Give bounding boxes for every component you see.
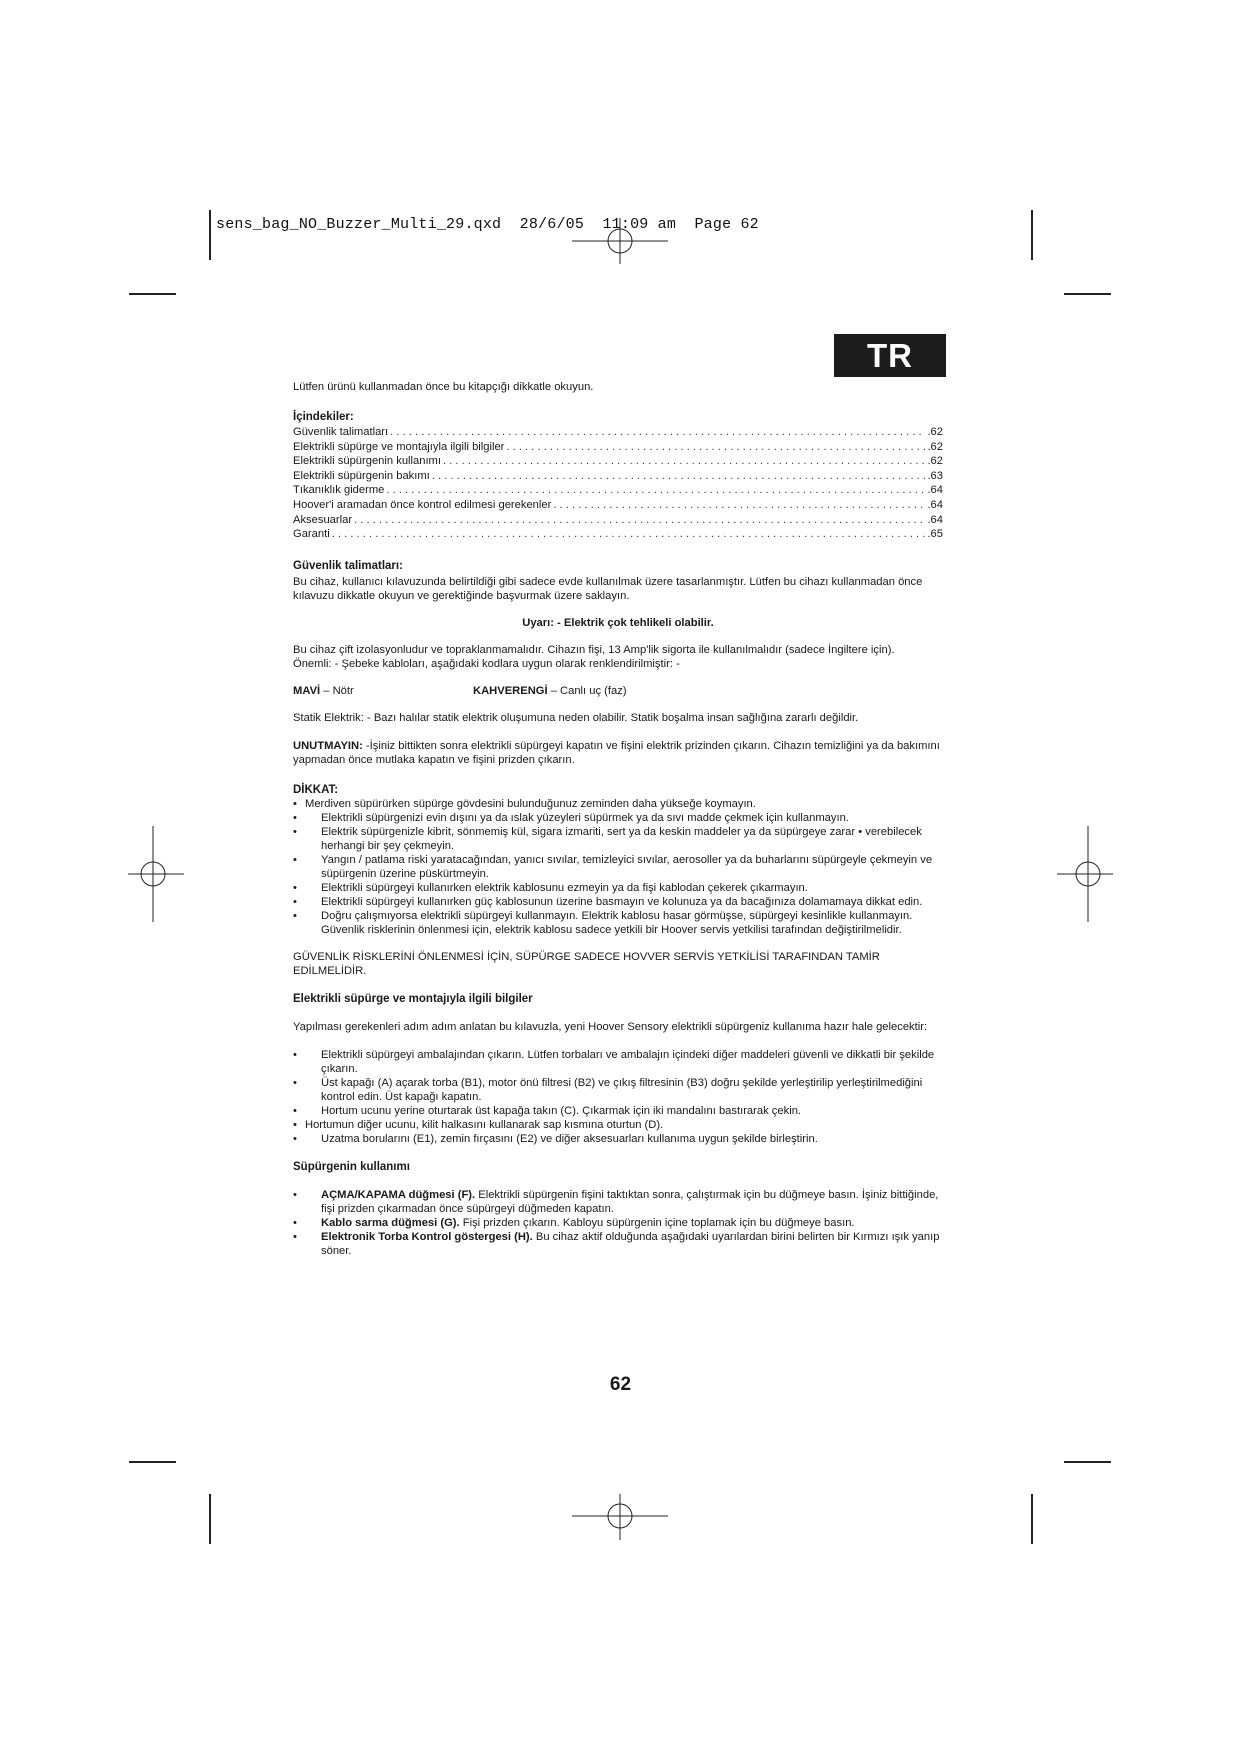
toc-entry-label: Tıkanıklık giderme (293, 484, 385, 497)
list-item (293, 1118, 943, 1132)
assembly-section (293, 992, 943, 1146)
assembly-title: Elektrikli süpürge ve montajıyla ilgili bilgiler (293, 992, 533, 1005)
bullet-glyph: • (293, 1230, 297, 1243)
bullet-glyph: • (293, 797, 297, 810)
registration-mark-left-icon (128, 826, 184, 922)
crop-mark-left-vertical-bottom (209, 1494, 211, 1544)
list-item-text: Yangın / patlama riski yaratacağından, yanıcı sıvılar, temizleyici sıvılar, aerosoller ya da buharlarını süpürgeyle çekmeyin ve süpürgenin üzerine püskürtmeyin. (321, 853, 933, 880)
toc-list (293, 425, 943, 542)
toc-entry-page: .62 (927, 426, 943, 438)
list-item-text: Elektrikli süpürgeyi ambalajından çıkarın. Lütfen torbaları ve ambalajın içindeki diğer maddeleri güvenli ve dikkatli bir şekilde çıkarın. (321, 1048, 935, 1075)
static-electricity-text: Statik Elektrik: - Bazı halılar statik elektrik oluşumuna neden olabilir. Statik boşalma insan sağlığına zararlı değildir. (293, 711, 859, 724)
assembly-list (293, 1048, 943, 1146)
list-item-text: Merdiven süpürürken süpürge gövdesini bulunduğunuz zeminden daha yükseğe koymayın. (305, 797, 756, 810)
wire-brown-label: KAHVERENGİ (473, 684, 548, 697)
list-item (293, 853, 943, 881)
crop-mark-right-vertical-bottom (1031, 1494, 1033, 1544)
crop-mark-right-vertical-top (1031, 210, 1033, 260)
crop-mark-left-horizontal-top (129, 293, 176, 295)
safety-section (293, 559, 943, 767)
toc-entry-label: Garanti (293, 528, 330, 541)
crop-mark-left-vertical-top (209, 210, 211, 260)
bullet-glyph: • (293, 881, 297, 894)
list-item-label: Kablo sarma düğmesi (G). (321, 1216, 460, 1229)
list-item-text: Bu cihaz aktif olduğunda aşağıdaki uyarılardan birini belirten bir Kırmızı ışık yanıp söner. (321, 1230, 940, 1257)
print-slug: sens_bag_NO_Buzzer_Multi_29.qxd 28/6/05 11:09 am Page 62 (216, 216, 759, 233)
toc-leader-dots (390, 425, 925, 439)
remember-text: -İşiniz bittikten sonra elektrikli süpürgeyi kapatın ve fişini elektrik prizinden çıkarın. Cihazın temizliğini ya da bakımını yapmadan önce mutlaka kapatın ve fişini prizden çıkarın. (293, 739, 940, 766)
toc-title: İçindekiler: (293, 411, 354, 423)
list-item-text: Elektrik süpürgenizle kibrit, sönmemiş kül, sigara izmariti, sert ya da keskin maddeler ya da süpürgeye zarar • verebilecek herhangi bir şey çekmeyin. (321, 825, 922, 852)
list-item (293, 797, 943, 811)
bullet-glyph: • (293, 1104, 297, 1117)
toc-leader-dots (432, 469, 926, 483)
list-item (293, 1076, 943, 1104)
registration-mark-bottom-icon (572, 1494, 668, 1550)
toc-entry-label: Hoover'i aramadan önce kontrol edilmesi gerekenler (293, 498, 552, 511)
toc-leader-dots (443, 454, 925, 468)
list-item-text: Elektrikli süpürgeyi kullanırken elektrik kablosunu ezmeyin ya da fişi kablodan çekerek çıkarmayın. (321, 881, 808, 894)
service-notice: GÜVENLİK RİSKLERİNİ ÖNLENMESİ İÇİN, SÜPÜRGE SADECE HOVVER SERVİS YETKİLİSİ TARAFINDAN TAMİR EDİLMELİDİR. (293, 950, 880, 977)
bullet-glyph: • (293, 811, 297, 824)
wire-blue-value: – Nötr (320, 684, 354, 697)
bullet-glyph: • (293, 1076, 297, 1089)
list-item (293, 1230, 943, 1258)
bullet-glyph: • (293, 1132, 297, 1145)
list-item (293, 825, 943, 853)
list-item-text: Uzatma borularını (E1), zemin fırçasını (E2) ve diğer aksesuarları kullanıma uygun şekilde birleştirin. (321, 1132, 818, 1145)
toc-entry (293, 469, 943, 484)
list-item-text: Hortumun diğer ucunu, kilit halkasını kullanarak sap kısmına oturtun (D). (305, 1118, 664, 1131)
list-item (293, 909, 943, 937)
remember-paragraph (293, 739, 943, 767)
toc-leader-dots (506, 440, 925, 454)
toc-entry-label: Elektrikli süpürge ve montajıyla ilgili bilgiler (293, 440, 505, 453)
list-item-text: Hortum ucunu yerine oturtarak üst kapağa takın (C). Çıkarmak için iki mandalını bastırarak çekin. (321, 1104, 802, 1117)
assembly-intro: Yapılması gerekenleri adım adım anlatan bu kılavuzla, yeni Hoover Sensory elektrikli süpürgeniz kullanıma hazır hale gelecektir: (293, 1020, 928, 1033)
list-item (293, 1048, 943, 1076)
toc-leader-dots (354, 513, 925, 527)
list-item-text: Elektrikli süpürgenizi evin dışını ya da ıslak yüzeyleri süpürmek ya da sıvı madde çekmek için kullanmayın. (321, 811, 849, 824)
crop-mark-left-horizontal-bottom (129, 1461, 176, 1463)
toc-entry-label: Güvenlik talimatları (293, 426, 389, 438)
page-number: 62 (609, 1374, 632, 1395)
toc-entry-page: .63 (927, 469, 943, 482)
wire-brown (473, 684, 627, 698)
intro-text: Lütfen ürünü kullanmadan önce bu kitapçığı dikkatle okuyun. (293, 381, 594, 393)
toc-leader-dots (386, 483, 925, 497)
bullet-glyph: • (293, 1048, 297, 1061)
caution-list (293, 797, 943, 937)
toc-entry-page: .64 (927, 484, 943, 497)
safety-title: Güvenlik talimatları: (293, 559, 403, 572)
bullet-glyph: • (293, 895, 297, 908)
list-item (293, 1216, 943, 1230)
list-item (293, 1132, 943, 1146)
list-item-text: Fişi prizden çıkarın. Kabloyu süpürgenin içine toplamak için bu düğmeye basın. (459, 1216, 855, 1229)
caution-section (293, 783, 943, 978)
toc-entry (293, 483, 943, 498)
bullet-glyph: • (293, 825, 297, 838)
list-item-text: Elektrikli süpürgeyi kullanırken güç kablosunun üzerine basmayın ve kolunuza ya da bacağınıza dolamamaya dikkat edin. (321, 895, 923, 908)
usage-title: Süpürgenin kullanımı (293, 1160, 410, 1173)
list-item-text: Elektrikli süpürgenin fişini taktıktan sonra, çalıştırmak için bu düğmeye basın. İşiniz bittiğinde, fişi prizden çıkarmadan önce süpürgeyi düğmeden kapatın. (321, 1188, 939, 1215)
toc-entry (293, 527, 943, 542)
bullet-glyph: • (293, 853, 297, 866)
usage-list (293, 1188, 943, 1258)
cable-codes-text: Önemli: - Şebeke kabloları, aşağıdaki kodlara uygun olarak renklendirilmiştir: - (293, 657, 680, 670)
list-item-text: Üst kapağı (A) açarak torba (B1), motor önü filtresi (B2) ve çıkış filtresinin (B3) doğru şekilde yerleştirilip yerleştirilmediğini kontrol edin. Üst kapağı kapatın. (321, 1076, 923, 1103)
electric-warning: Uyarı: - Elektrik çok tehlikeli olabilir. (522, 616, 714, 629)
list-item-label: Elektronik Torba Kontrol göstergesi (H). (321, 1230, 533, 1243)
wire-blue (293, 684, 473, 698)
crop-mark-right-horizontal-top (1064, 293, 1111, 295)
wire-blue-label: MAVİ (293, 684, 321, 697)
list-item (293, 1188, 943, 1216)
insulation-text: Bu cihaz çift izolasyonludur ve topraklanmamalıdır. Cihazın fişi, 13 Amp'lik sigorta ile kullanılmalıdır (sadece İngiltere için). (293, 643, 895, 656)
language-badge: TR (834, 334, 946, 377)
list-item (293, 881, 943, 895)
list-item-text: Doğru çalışmıyorsa elektrikli süpürgeyi kullanmayın. Elektrik kablosu hasar görmüşse, süpürgeyi kesinlikle kullanmayın. Güvenlik risklerinin önlenmesi için, elektrik kablosu sadece yetkili bir Hoover servis yetkilisi tarafından değiştirilmelidir. (321, 909, 913, 936)
caution-title: DİKKAT: (293, 783, 339, 796)
bullet-glyph: • (293, 1118, 297, 1131)
bullet-glyph: • (293, 1188, 297, 1201)
wire-brown-value: – Canlı uç (faz) (547, 684, 627, 697)
toc-entry (293, 454, 943, 469)
usage-section (293, 1160, 943, 1258)
toc-entry-page: .65 (927, 528, 943, 541)
toc-entry-page: .64 (927, 513, 943, 526)
remember-label: UNUTMAYIN: (293, 739, 363, 752)
toc-entry-page: .62 (927, 455, 943, 468)
list-item (293, 895, 943, 909)
list-item-label: AÇMA/KAPAMA düğmesi (F). (321, 1188, 476, 1201)
toc-entry-label: Aksesuarlar (293, 513, 353, 526)
toc-leader-dots (332, 527, 926, 541)
toc-entry-page: .62 (927, 440, 943, 453)
registration-mark-right-icon (1057, 826, 1113, 922)
crop-mark-right-horizontal-bottom (1064, 1461, 1111, 1463)
bullet-glyph: • (293, 1216, 297, 1229)
toc-entry-label: Elektrikli süpürgenin bakımı (293, 469, 430, 482)
toc-entry (293, 425, 943, 440)
table-of-contents (293, 410, 943, 542)
toc-leader-dots (553, 498, 925, 512)
safety-text: Bu cihaz, kullanıcı kılavuzunda belirtildiği gibi sadece evde kullanılmak üzere tasarlanmıştır. Lütfen bu cihazı kullanmadan önce kılavuzu dikkatle okuyun ve gerektiğinde başvurmak üzere saklayın. (293, 575, 923, 602)
toc-entry-page: .64 (927, 498, 943, 511)
list-item (293, 1104, 943, 1118)
bullet-glyph: • (293, 909, 297, 922)
list-item (293, 811, 943, 825)
wire-colors-row (293, 684, 943, 698)
toc-entry-label: Elektrikli süpürgenin kullanımı (293, 455, 441, 468)
toc-entry (293, 513, 943, 528)
document-body (293, 380, 943, 1258)
toc-entry (293, 498, 943, 513)
toc-entry (293, 440, 943, 455)
